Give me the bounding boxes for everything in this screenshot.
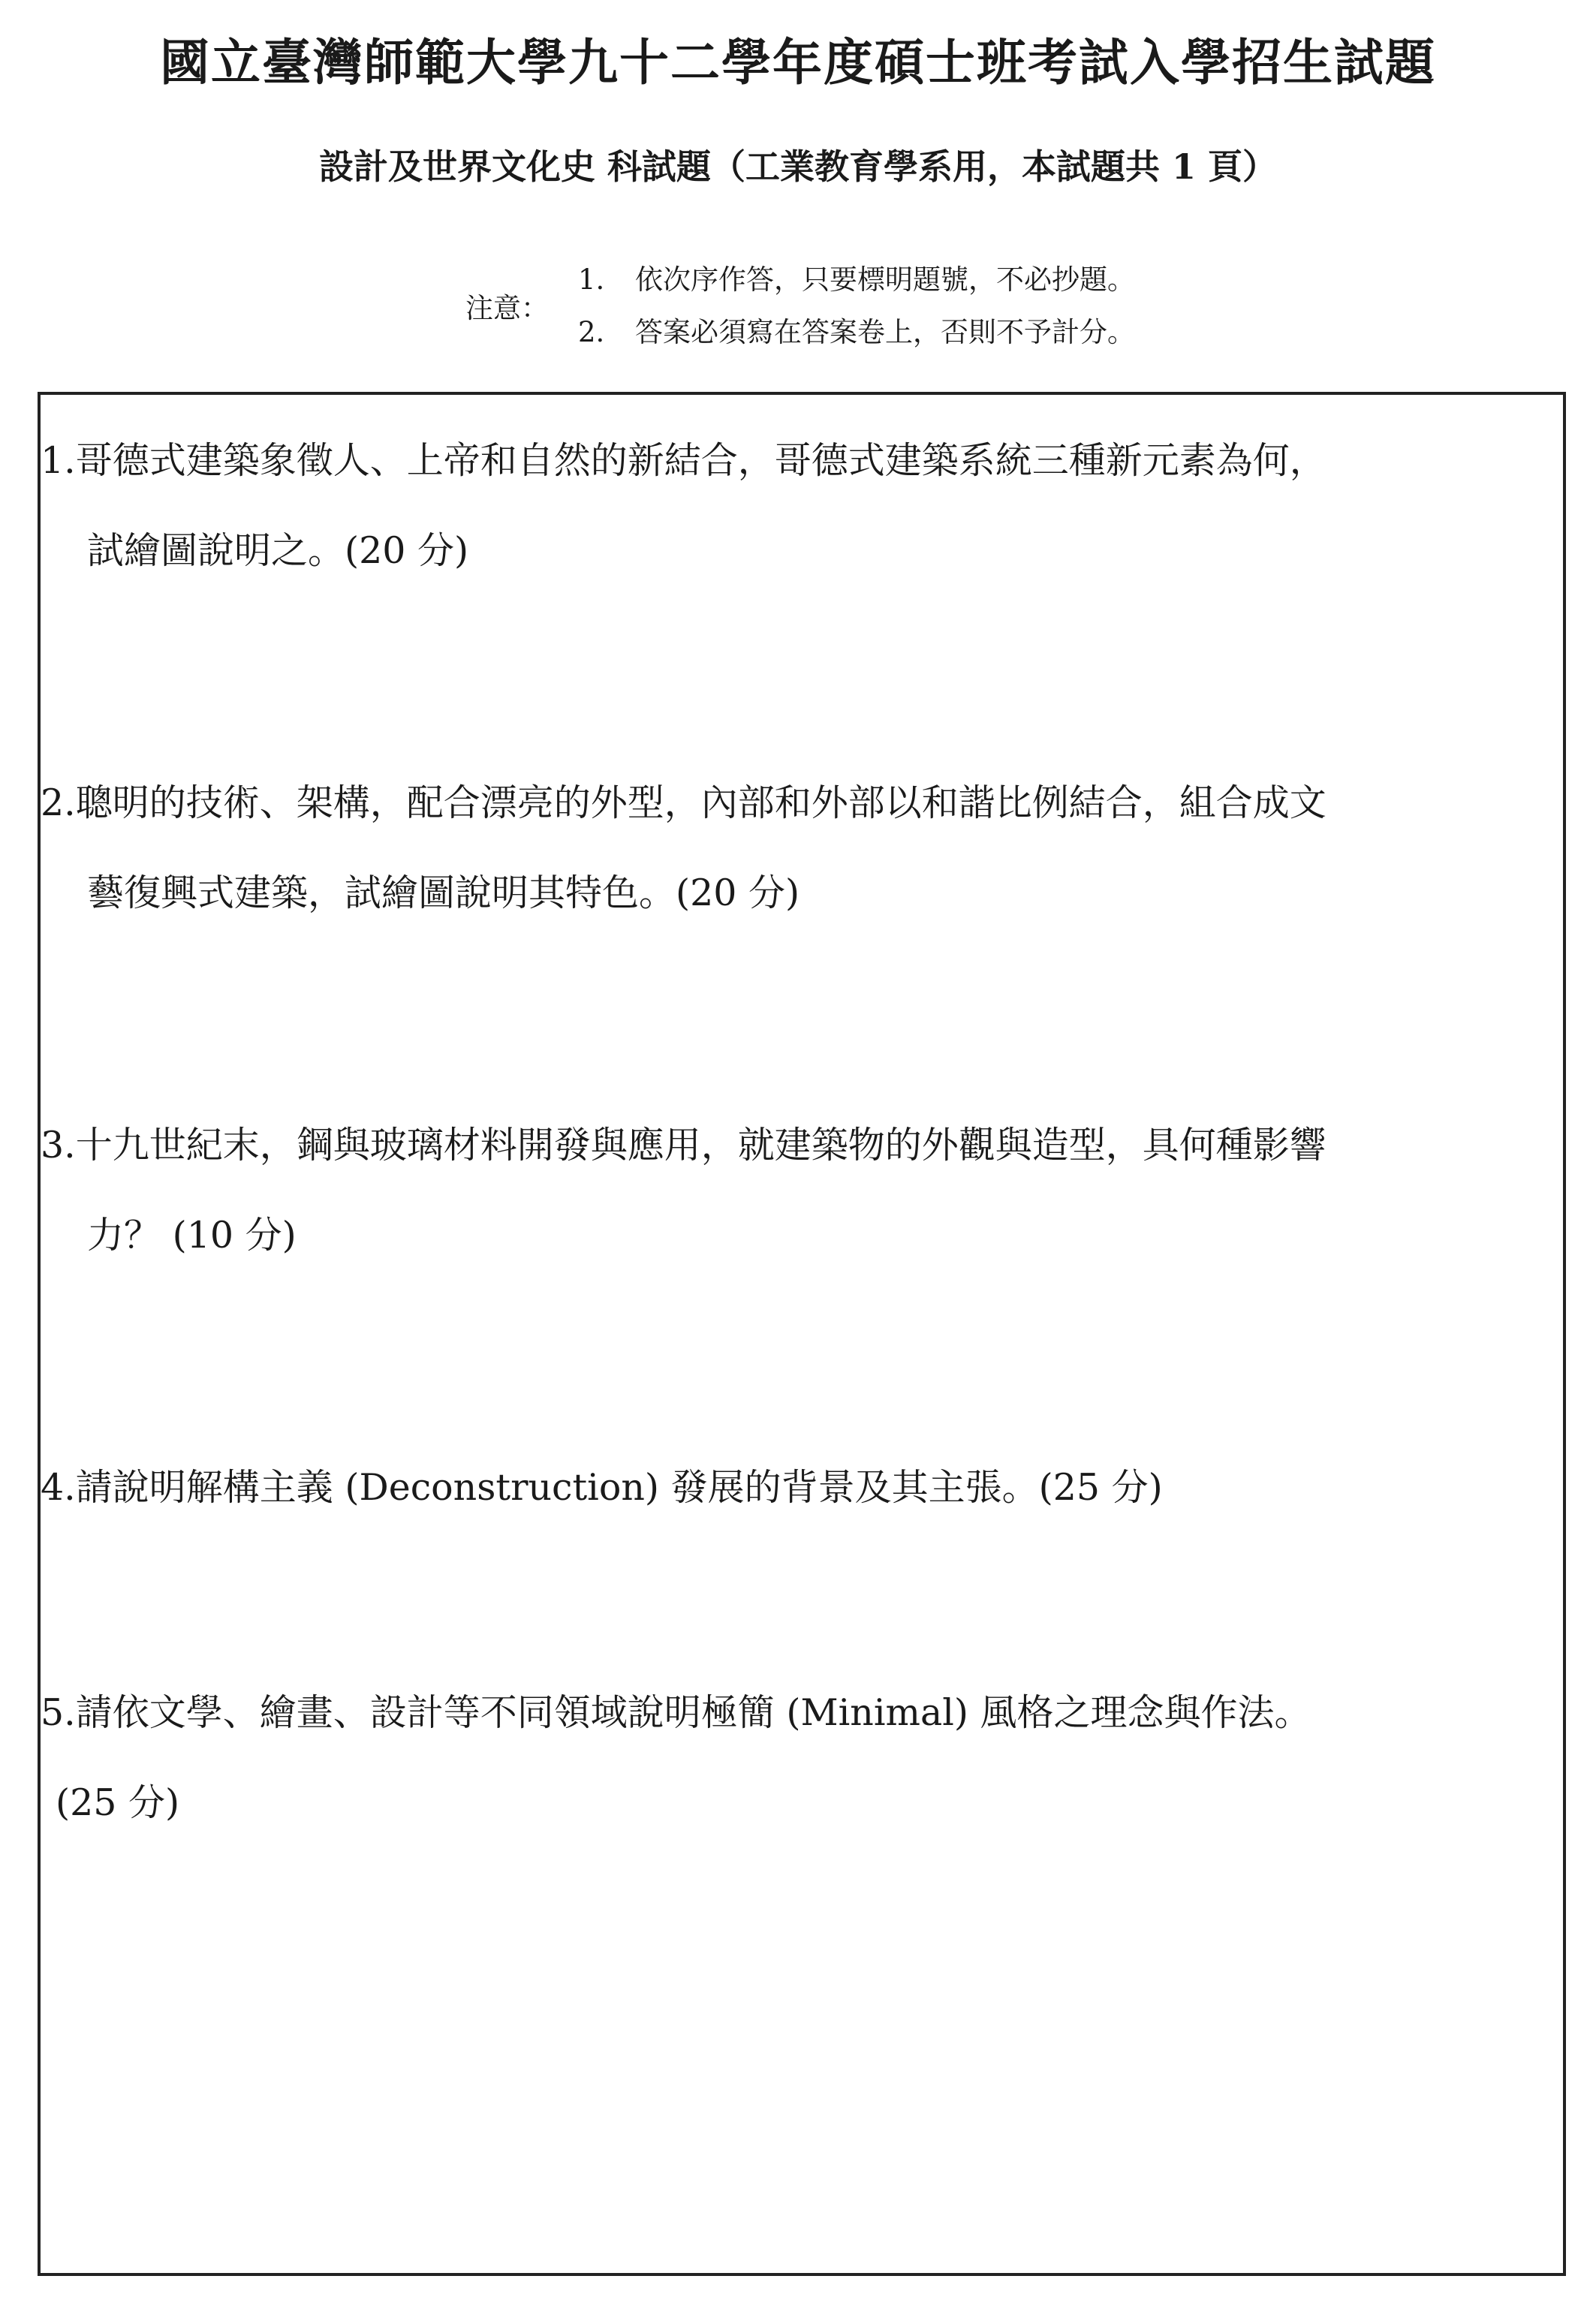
question-text-line-1: 1.哥德式建築象徵人、上帝和自然的新結合，哥德式建築系統三種新元素為何，: [41, 439, 1326, 482]
question-text-line-1: 4.請說明解構主義 (Deconstruction) 發展的背景及其主張。(25 分): [41, 1466, 1163, 1509]
note-item: [578, 254, 1135, 306]
question-5: [41, 1668, 1557, 1848]
notes-list: [578, 254, 1135, 359]
note-number: 1.: [578, 263, 605, 296]
question-text-line-1: 5.請依文學、繪畫、設計等不同領域說明極簡 (Minimal) 風格之理念與作法。: [41, 1691, 1311, 1734]
question-3: [41, 1100, 1557, 1281]
question-text-line-1: 2.聰明的技術、架構，配合漂亮的外型，內部和外部以和諧比例結合，組合成文: [41, 781, 1326, 824]
note-text: 依次序作答，只要標明題號，不必抄題。: [635, 263, 1135, 296]
question-4: [41, 1443, 1557, 1533]
question-text-line-1: 3.十九世紀末，鋼與玻璃材料開發與應用，就建築物的外觀與造型，具何種影響: [41, 1124, 1326, 1167]
exam-title: 國立臺灣師範大學九十二學年度碩士班考試入學招生試題: [160, 33, 1436, 92]
question-1: [41, 416, 1557, 596]
question-text-line-2: 藝復興式建築，試繪圖說明其特色。(20 分): [87, 872, 800, 914]
notes-label: 注意：: [465, 292, 549, 324]
question-2: [41, 758, 1557, 938]
note-item: [578, 306, 1135, 359]
exam-subtitle: 設計及世界文化史 科試題（工業教育學系用，本試題共 1 頁）: [318, 146, 1278, 187]
question-text-line-2: (25 分): [56, 1781, 180, 1824]
question-box: [38, 392, 1566, 2276]
question-text-line-2: 力？ (10 分): [87, 1214, 297, 1257]
note-number: 2.: [578, 316, 605, 348]
note-text: 答案必須寫在答案卷上，否則不予計分。: [635, 316, 1135, 348]
question-text-line-2: 試繪圖說明之。(20 分): [87, 529, 469, 572]
